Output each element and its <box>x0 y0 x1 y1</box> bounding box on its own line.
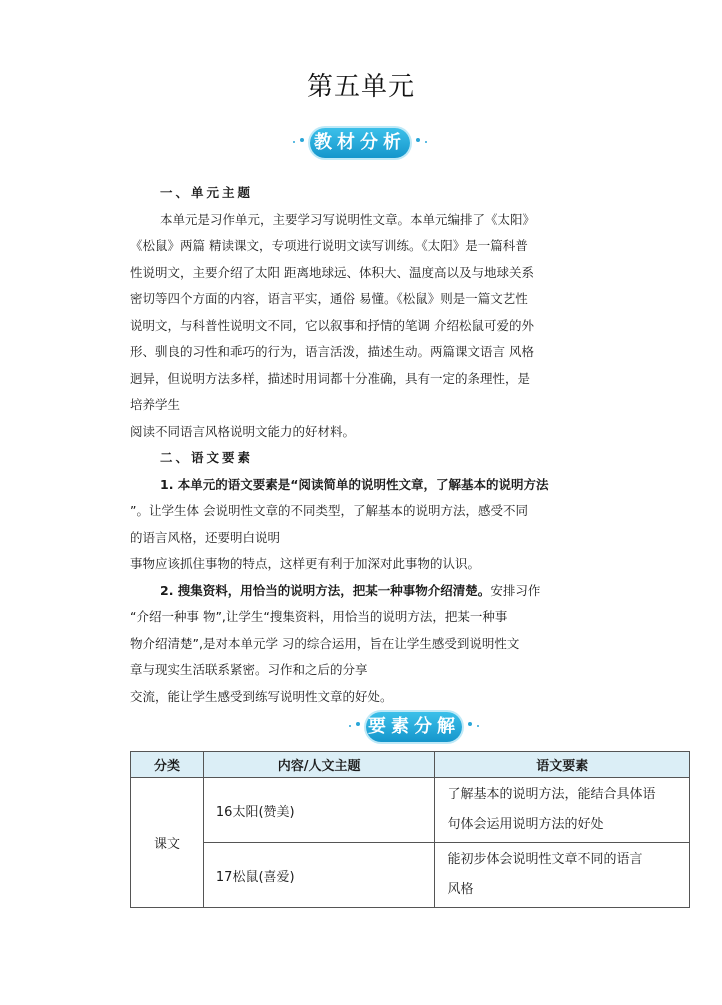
badge-dot-decoration <box>477 725 479 727</box>
badge-dot-decoration <box>293 141 295 143</box>
paragraph-line: 章与现实生活联系紧密。习作和之后的分享 <box>130 662 368 677</box>
section-badge-breakdown <box>366 712 462 742</box>
column-header-elements: 语文要素 <box>435 752 690 778</box>
paragraph-line: 密切等四个方面的内容，语言平实，通俗 易懂。《松鼠》则是一篇文艺性 <box>130 291 528 306</box>
elements-line: 句体会运用说明方法的好处 <box>447 817 604 832</box>
badge-dot-decoration <box>468 722 472 726</box>
paragraph-line: ”。让学生体 会说明性文章的不同类型，了解基本的说明方法，感受不同 <box>130 503 528 518</box>
table-header-row <box>131 752 690 778</box>
paragraph-line: 物介绍清楚”,是对本单元学 习的综合运用，旨在让学生感受到说明性文 <box>130 635 520 651</box>
section-heading-chinese-elements: 二、语文要素 <box>160 450 254 465</box>
table-row <box>131 778 690 843</box>
lead-rest-text: 安排习作 <box>490 582 541 598</box>
paragraph-line: 事物应该抓住事物的特点，这样更有利于加深对此事物的认识。 <box>130 556 481 571</box>
badge-label: 要素分解 <box>368 716 460 737</box>
paragraph-line: 说明文，与科普性说明文不同，它以叙事和抒情的笔调 介绍松鼠可爱的外 <box>130 317 534 333</box>
table-row <box>131 843 690 908</box>
paragraph-line: 形、驯良的习性和乖巧的行为，语言活泼，描述生动。两篇课文语言 风格 <box>130 344 534 359</box>
paragraph-line: 培养学生 <box>130 397 181 412</box>
body-content <box>130 180 614 710</box>
column-header-content: 内容/人文主题 <box>203 752 435 778</box>
page-title: 第五单元 <box>306 72 415 102</box>
category-cell: 课文 <box>131 778 204 908</box>
section-badge-analysis <box>310 128 410 158</box>
paragraph-line-mixed <box>130 578 614 605</box>
paragraph-line-bold: 1. 本单元的语文要素是“阅读简单的说明性文章，了解基本的说明方法 <box>160 476 549 492</box>
paragraph-line: 《松鼠》两篇 精读课文，专项进行说明文读写训练。《太阳》是一篇科普 <box>130 238 528 253</box>
badge-dot-decoration <box>416 138 420 142</box>
bold-lead-text: 2. 搜集资料，用恰当的说明方法，把某一种事物介绍清楚。 <box>160 582 491 598</box>
badge-label: 教材分析 <box>314 132 406 153</box>
section-heading-unit-theme: 一、单元主题 <box>160 185 254 200</box>
badge-dot-decoration <box>425 141 427 143</box>
elements-line: 能初步体会说明性文章不同的语言 <box>447 852 643 867</box>
paragraph-line: 阅读不同语言风格说明文能力的好材料。 <box>130 423 356 439</box>
paragraph-line: 迥异，但说明方法多样，描述时用词都十分准确，具有一定的条理性，是 <box>130 370 531 386</box>
content-cell: 17松鼠(喜爱) <box>203 843 435 908</box>
paragraph-line: 的语言风格，还要明白说明 <box>130 529 281 545</box>
elements-table <box>130 751 690 908</box>
content-cell: 16太阳(赞美) <box>203 778 435 843</box>
badge-dot-decoration <box>349 725 351 727</box>
paragraph-line: 本单元是习作单元，主要学习写说明性文章。本单元编排了《太阳》 <box>160 211 536 227</box>
paragraph-line: 交流，能让学生感受到练写说明性文章的好处。 <box>130 688 393 704</box>
elements-cell <box>435 843 690 908</box>
paragraph-line: 性说明文，主要介绍了太阳 距离地球远、体积大、温度高以及与地球关系 <box>130 264 534 280</box>
column-header-category: 分类 <box>131 752 204 778</box>
badge-dot-decoration <box>356 722 360 726</box>
elements-cell <box>435 778 690 843</box>
badge-dot-decoration <box>300 138 304 142</box>
elements-line: 风格 <box>447 882 474 897</box>
elements-line: 了解基本的说明方法，能结合具体语 <box>447 787 656 802</box>
paragraph-line: “介绍一种事 物”,让学生“搜集资料，用恰当的说明方法，把某一种事 <box>130 609 508 624</box>
